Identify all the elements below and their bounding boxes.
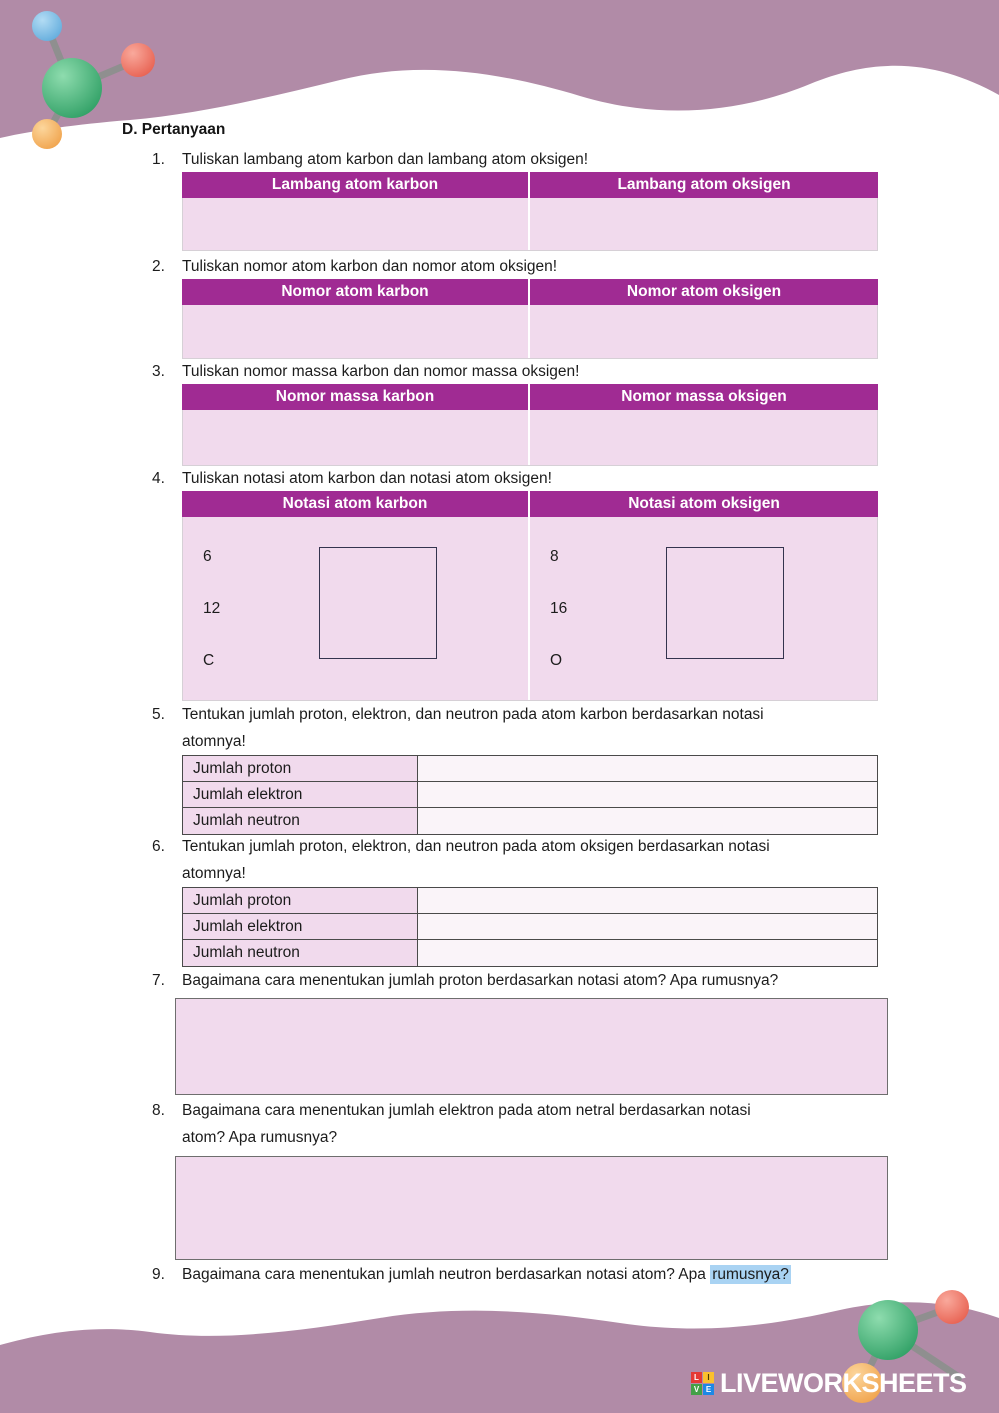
table-header-cell: Notasi atom karbon	[182, 491, 530, 517]
question-number: 9.	[152, 1266, 165, 1283]
molecule-icon	[0, 0, 190, 175]
row-label: Jumlah elektron	[183, 782, 418, 807]
question-text: Tuliskan nomor massa karbon dan nomor massa oksigen!	[182, 363, 580, 380]
carbon-neutron-answer-cell[interactable]	[418, 808, 877, 834]
logo-letter-i: I	[703, 1372, 714, 1383]
question-6	[152, 833, 888, 967]
section-title: D. Pertanyaan	[122, 121, 226, 138]
question-number: 1.	[152, 151, 165, 168]
table-header-cell: Lambang atom oksigen	[617, 176, 791, 193]
question-9	[152, 1261, 888, 1288]
liveworksheets-logo	[691, 1368, 967, 1399]
question-1	[152, 146, 888, 251]
table-header-cell: Nomor atom karbon	[182, 279, 530, 305]
oxygen-atomic-number: 8	[550, 548, 559, 565]
question-7	[152, 967, 888, 1095]
atom-sphere-blue	[32, 11, 62, 41]
table-header-cell: Notasi atom oksigen	[628, 495, 780, 512]
carbon-proton-answer-cell[interactable]	[418, 756, 877, 781]
question-8	[152, 1097, 888, 1260]
question-5	[152, 701, 888, 835]
oxygen-notation-answer-box[interactable]	[666, 547, 784, 659]
answer-cell-oxygen-mass-number[interactable]	[530, 410, 877, 465]
question-text: Tuliskan lambang atom karbon dan lambang atom oksigen!	[182, 151, 589, 168]
question-4	[152, 465, 888, 701]
oxygen-symbol: O	[550, 652, 563, 669]
question-text: Tentukan jumlah proton, elektron, dan neutron pada atom oksigen berdasarkan notasi	[182, 838, 770, 855]
oxygen-particles-table	[182, 887, 878, 967]
liveworksheets-logo-icon	[691, 1372, 714, 1395]
carbon-notation-answer-box[interactable]	[319, 547, 437, 659]
question-number: 3.	[152, 363, 165, 380]
table-header-cell: Nomor massa karbon	[182, 384, 530, 410]
answer-table-mass-numbers	[182, 384, 878, 466]
row-label: Jumlah elektron	[183, 914, 418, 939]
table-header-cell: Nomor atom oksigen	[626, 283, 782, 300]
atom-sphere-red	[935, 1290, 969, 1324]
question-3	[152, 358, 888, 466]
question-2	[152, 253, 888, 359]
question-text: atomnya!	[182, 733, 246, 750]
atom-sphere-orange	[32, 119, 62, 149]
question-number: 6.	[152, 838, 165, 855]
notation-cell-carbon	[183, 517, 530, 700]
row-label: Jumlah proton	[183, 888, 418, 913]
carbon-electron-answer-cell[interactable]	[418, 782, 877, 807]
question-number: 7.	[152, 972, 165, 989]
question-text: Tuliskan notasi atom karbon dan notasi atom oksigen!	[182, 470, 552, 487]
question-text: Tentukan jumlah proton, elektron, dan neutron pada atom karbon berdasarkan notasi	[182, 706, 764, 723]
atom-sphere-green	[42, 58, 102, 118]
logo-letter-e: E	[703, 1384, 714, 1395]
carbon-particles-table	[182, 755, 878, 835]
logo-letter-v: V	[691, 1384, 702, 1395]
proton-formula-answer-box[interactable]	[175, 998, 888, 1095]
question-number: 2.	[152, 258, 165, 275]
question-text: atomnya!	[182, 865, 246, 882]
atom-sphere-red	[121, 43, 155, 77]
row-label: Jumlah proton	[183, 756, 418, 781]
oxygen-mass-number: 16	[550, 600, 568, 617]
question-text: Tuliskan nomor atom karbon dan nomor atom oksigen!	[182, 258, 558, 275]
question-text-prefix: Bagaimana cara menentukan jumlah neutron berdasarkan notasi atom? Apa	[182, 1266, 711, 1283]
answer-cell-carbon-symbol[interactable]	[183, 198, 530, 250]
answer-cell-oxygen-atomic-number[interactable]	[530, 305, 877, 358]
answer-cell-carbon-atomic-number[interactable]	[183, 305, 530, 358]
question-number: 4.	[152, 470, 165, 487]
electron-formula-answer-box[interactable]	[175, 1156, 888, 1260]
logo-letter-l: L	[691, 1372, 702, 1383]
oxygen-neutron-answer-cell[interactable]	[418, 940, 877, 966]
carbon-symbol: C	[203, 652, 215, 669]
brand-name: LIVEWORKSHEETS	[720, 1368, 967, 1398]
atom-sphere-green	[858, 1300, 918, 1360]
oxygen-electron-answer-cell[interactable]	[418, 914, 877, 939]
question-number: 8.	[152, 1102, 165, 1119]
question-text: Bagaimana cara menentukan jumlah elektron pada atom netral berdasarkan notasi	[182, 1102, 751, 1119]
question-text: Bagaimana cara menentukan jumlah proton berdasarkan notasi atom? Apa rumusnya?	[182, 972, 779, 989]
table-header-cell: Nomor massa oksigen	[621, 388, 787, 405]
row-label: Jumlah neutron	[183, 940, 418, 966]
highlighted-word: rumusnya?	[712, 1266, 789, 1283]
answer-table-notation	[182, 491, 878, 701]
question-number: 5.	[152, 706, 165, 723]
carbon-mass-number: 12	[203, 600, 221, 617]
answer-cell-oxygen-symbol[interactable]	[530, 198, 877, 250]
answer-table-symbols	[182, 172, 878, 251]
question-text: atom? Apa rumusnya?	[182, 1129, 338, 1146]
question-text	[182, 1261, 791, 1288]
answer-cell-carbon-mass-number[interactable]	[183, 410, 530, 465]
answer-table-atomic-numbers	[182, 279, 878, 359]
notation-cell-oxygen	[530, 517, 877, 700]
table-header-cell: Lambang atom karbon	[182, 172, 530, 198]
oxygen-proton-answer-cell[interactable]	[418, 888, 877, 913]
carbon-atomic-number: 6	[203, 548, 212, 565]
row-label: Jumlah neutron	[183, 808, 418, 834]
